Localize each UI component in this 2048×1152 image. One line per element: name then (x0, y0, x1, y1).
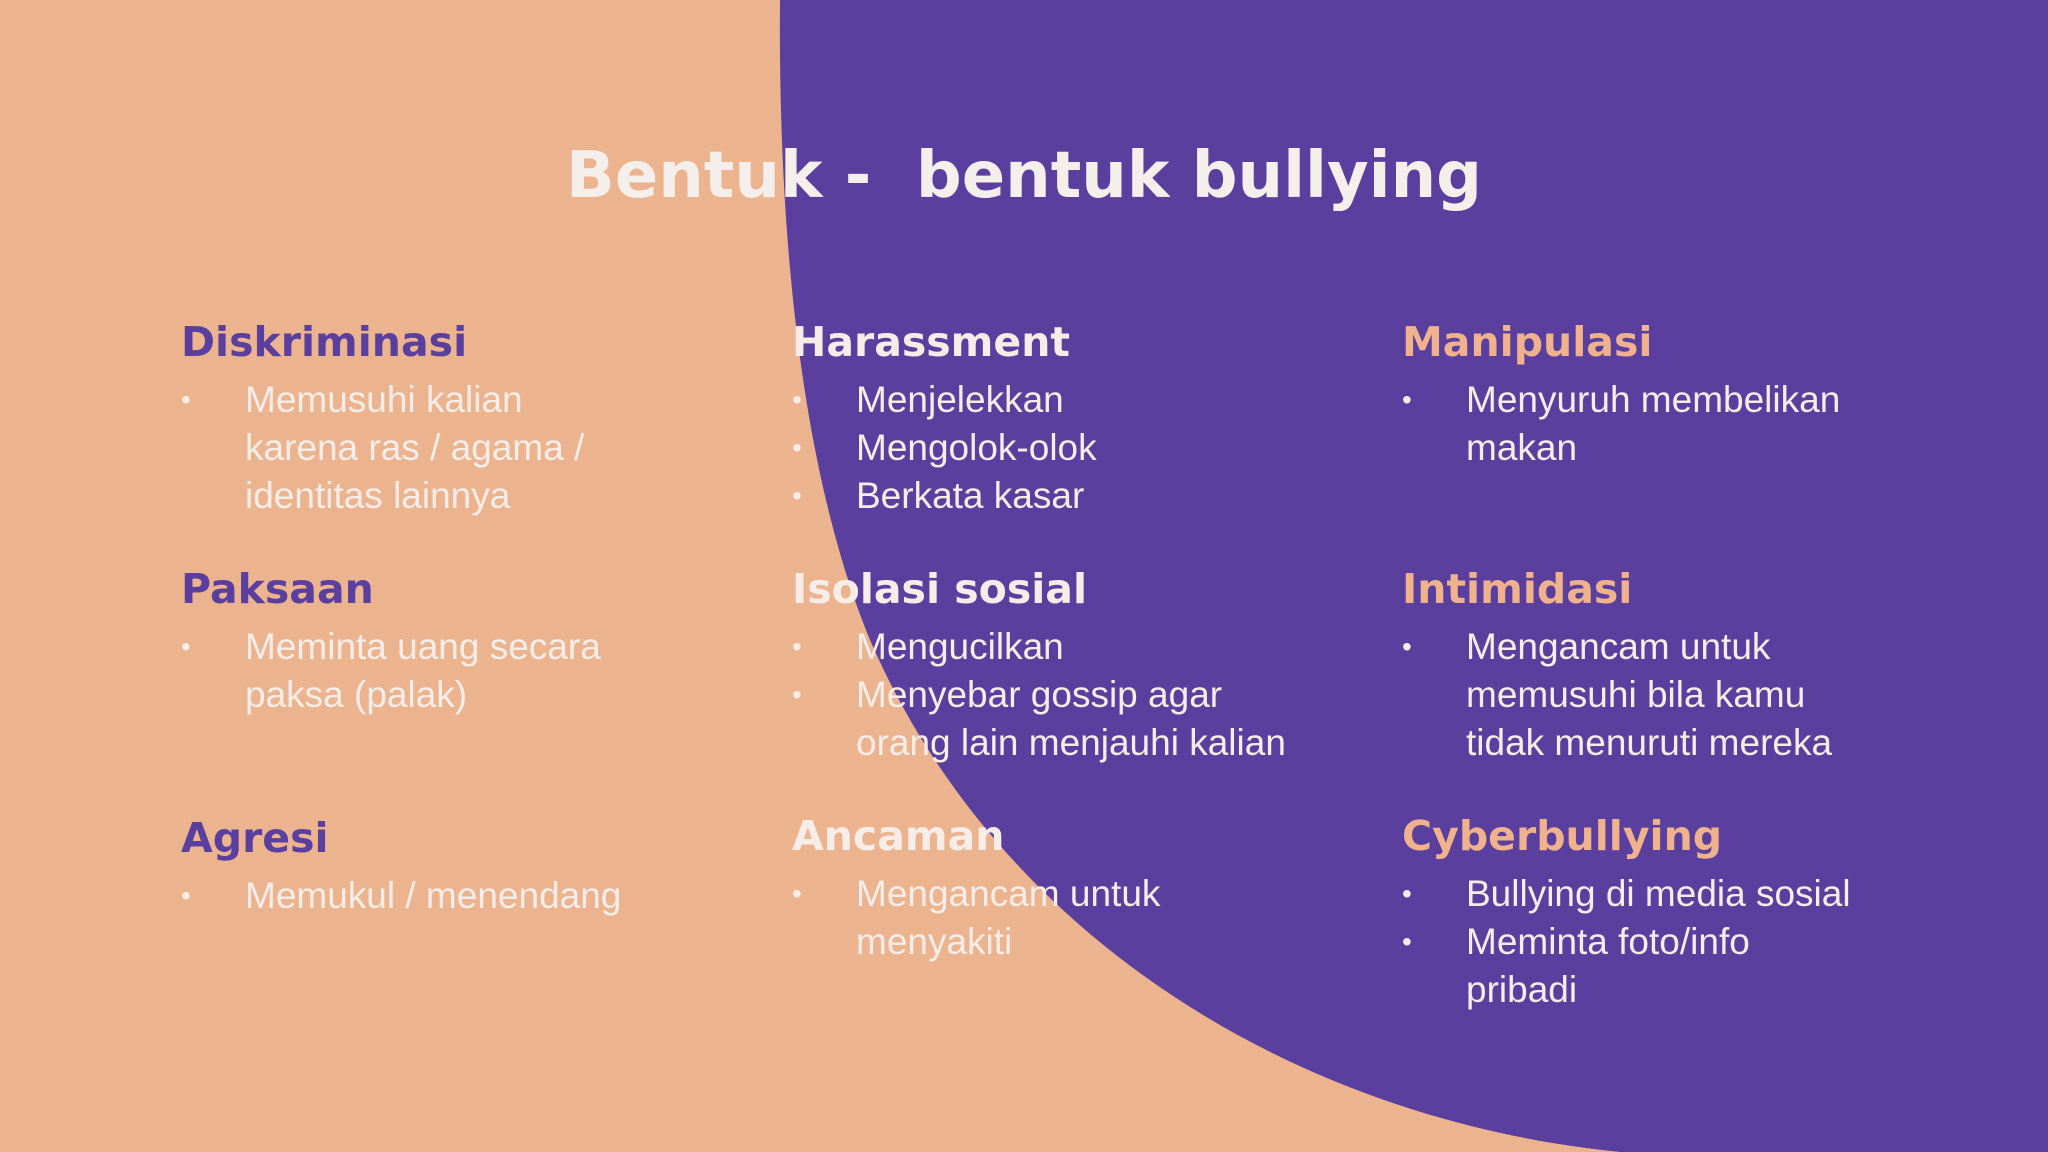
section-agresi (181, 810, 781, 920)
section-heading: Intimidasi (1402, 565, 1633, 613)
bullet-list (1402, 870, 2002, 1014)
list-item-text: Menyuruh membelikan makan (1466, 379, 1841, 468)
bullet-icon: • (181, 880, 191, 911)
slide-title: Bentuk - bentuk bullying (566, 139, 1482, 213)
bullet-icon: • (792, 432, 802, 463)
bullet-list (181, 872, 781, 920)
bullet-list (1402, 623, 2002, 767)
bullet-list (792, 870, 1392, 966)
list-item (181, 872, 781, 920)
list-item-text: Mengucilkan (856, 626, 1064, 667)
bullet-list (181, 623, 781, 719)
section-paksaan (181, 561, 781, 719)
section-heading: Diskriminasi (181, 318, 468, 366)
list-item (792, 376, 1392, 424)
bullet-icon: • (792, 679, 802, 710)
bullet-icon: • (1402, 926, 1412, 957)
section-heading: Cyberbullying (1402, 812, 1723, 860)
bullet-list (181, 376, 781, 520)
section-manipulasi (1402, 314, 2002, 472)
list-item (792, 424, 1392, 472)
list-item-text: Berkata kasar (856, 475, 1085, 516)
list-item-text: Menjelekkan (856, 379, 1064, 420)
list-item (792, 623, 1392, 671)
list-item (1402, 623, 1866, 767)
list-item-text: Mengolok-olok (856, 427, 1097, 468)
section-intimidasi (1402, 561, 2002, 767)
section-harassment (792, 314, 1392, 520)
list-item (792, 472, 1392, 520)
list-item-text: Meminta uang secara paksa (palak) (245, 626, 601, 715)
list-item-text: Memukul / menendang (245, 875, 622, 916)
list-item (1402, 918, 1806, 1014)
list-item (1402, 376, 1886, 472)
section-heading: Harassment (792, 318, 1070, 366)
list-item (181, 376, 605, 520)
list-item (181, 623, 645, 719)
section-heading: Paksaan (181, 565, 374, 613)
list-item-text: Mengancam untuk memusuhi bila kamu tidak menuruti mereka (1466, 626, 1833, 763)
bullet-icon: • (1402, 878, 1412, 909)
bullet-icon: • (792, 878, 802, 909)
bullet-icon: • (181, 384, 191, 415)
bullet-icon: • (1402, 384, 1412, 415)
bullet-icon: • (181, 631, 191, 662)
list-item-text: Bullying di media sosial (1466, 873, 1851, 914)
bullet-icon: • (792, 384, 802, 415)
list-item-text: Mengancam untuk menyakiti (856, 873, 1161, 962)
list-item-text: Menyebar gossip agar orang lain menjauhi kalian (856, 674, 1286, 763)
bullet-list (792, 376, 1392, 520)
section-heading: Manipulasi (1402, 318, 1653, 366)
section-heading: Ancaman (792, 812, 1005, 860)
section-ancaman (792, 808, 1392, 966)
section-diskriminasi (181, 314, 781, 520)
list-item (792, 671, 1326, 767)
list-item (1402, 870, 1966, 918)
list-item-text: Memusuhi kalian karena ras / agama / identitas lainnya (245, 379, 585, 516)
list-item (792, 870, 1226, 966)
bullet-icon: • (792, 631, 802, 662)
section-isolasi-sosial (792, 561, 1392, 767)
section-cyberbullying (1402, 808, 2002, 1014)
bullet-icon: • (792, 480, 802, 511)
section-heading: Isolasi sosial (792, 565, 1088, 613)
bullet-list (792, 623, 1392, 767)
section-heading: Agresi (181, 814, 329, 862)
list-item-text: Meminta foto/info pribadi (1466, 921, 1750, 1010)
bullet-icon: • (1402, 631, 1412, 662)
bullet-list (1402, 376, 2002, 472)
